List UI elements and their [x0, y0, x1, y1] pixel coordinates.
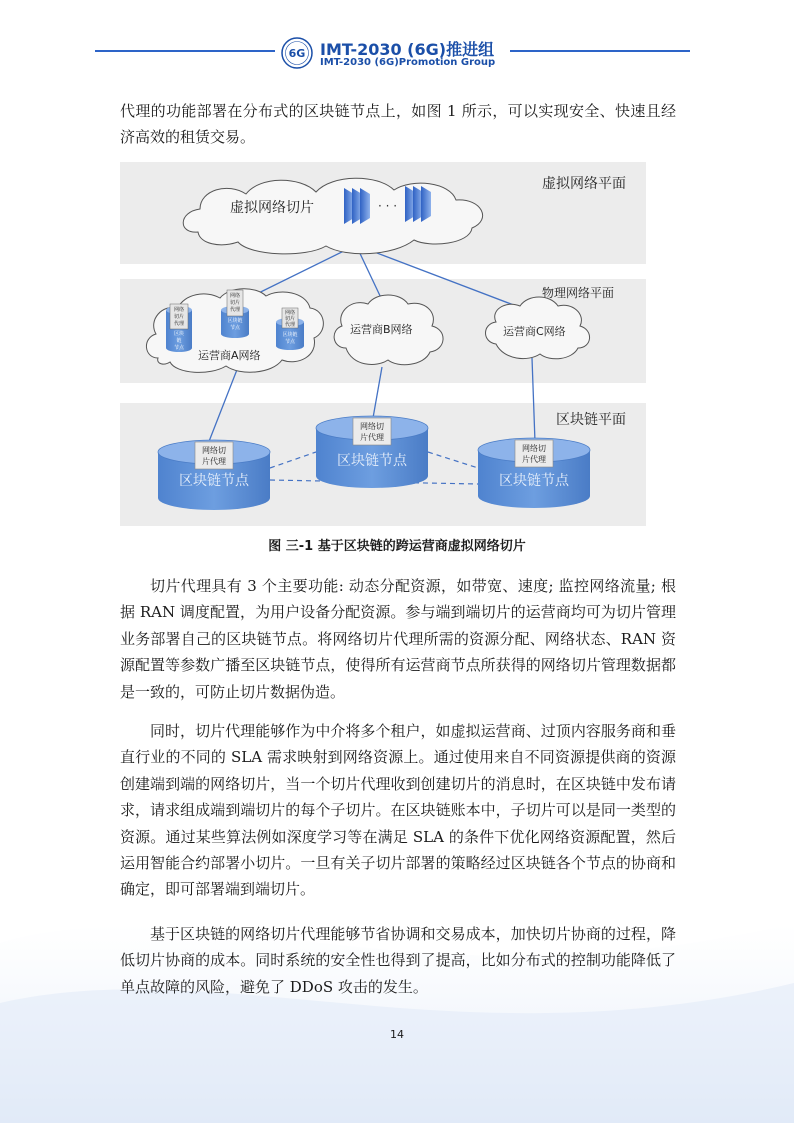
- blockchain-plane-title: 区块链平面: [556, 412, 626, 428]
- slice-stack-right: [405, 186, 431, 222]
- svg-text:切片: 切片: [229, 300, 241, 306]
- operator-b-label: 运营商B网络: [350, 323, 413, 336]
- svg-text:网络: 网络: [229, 293, 241, 299]
- svg-text:片代理: 片代理: [202, 457, 226, 466]
- svg-text:网络切: 网络切: [360, 422, 384, 431]
- blockchain-node-label-left: 区块链节点: [179, 473, 249, 489]
- svg-text:区块链: 区块链: [227, 318, 243, 324]
- virtual-network-cloud: [183, 178, 482, 254]
- blockchain-node-label-right: 区块链节点: [499, 473, 569, 489]
- svg-text:片代理: 片代理: [360, 433, 384, 442]
- virtual-plane-title: 虚拟网络平面: [542, 176, 626, 192]
- logo-text: 6G: [288, 47, 306, 60]
- svg-text:网络: 网络: [173, 307, 185, 313]
- svg-text:区块: 区块: [173, 331, 185, 337]
- svg-text:代理: 代理: [284, 322, 296, 328]
- header-title: IMT-2030 (6G)推进组: [320, 40, 495, 59]
- paragraph-benefits: 基于区块链的网络切片代理能够节省协调和交易成本，加快切片协商的过程，降低切片协商的成本。同时系统的安全性也得到了提高，比如分布式的控制功能降低了单点故障的风险，避免了 DDoS 攻击的发生。: [120, 925, 676, 996]
- slice-ellipsis: · · ·: [378, 199, 398, 213]
- paragraph-intro: 代理的功能部署在分布式的区块链节点上，如图 1 所示，可以实现安全、快速且经济高效的租赁交易。: [120, 102, 676, 147]
- operator-a-node-1: [166, 304, 192, 352]
- page-number: 14: [390, 1028, 404, 1041]
- virtual-slice-label: 虚拟网络切片: [230, 200, 314, 216]
- blockchain-node-right: [478, 438, 590, 508]
- svg-text:片代理: 片代理: [522, 455, 546, 464]
- blockchain-slicing-diagram: [120, 162, 646, 526]
- physical-plane-title: 物理网络平面: [542, 286, 615, 300]
- svg-text:切片: 切片: [173, 314, 185, 320]
- blockchain-node-label-middle: 区块链节点: [337, 453, 407, 469]
- svg-text:网络切: 网络切: [522, 444, 546, 453]
- operator-a-label: 运营商A网络: [198, 349, 261, 362]
- header-rule-right: [510, 50, 690, 52]
- operator-c-label: 运营商C网络: [503, 325, 566, 338]
- svg-text:节点: 节点: [173, 345, 185, 351]
- header-subtitle: IMT-2030 (6G)Promotion Group: [320, 57, 496, 68]
- svg-text:网络切: 网络切: [202, 446, 226, 455]
- svg-text:代理: 代理: [229, 307, 241, 313]
- slice-stack-left: [344, 188, 370, 224]
- svg-text:代理: 代理: [173, 321, 185, 327]
- figure-caption: 图 三-1 基于区块链的跨运营商虚拟网络切片: [268, 539, 526, 554]
- svg-text:网络: 网络: [284, 310, 296, 316]
- paragraph-agent-intermediary: 同时，切片代理能够作为中介将多个租户，如虚拟运营商、过顶内容服务商和垂直行业的不同的 SLA 需求映射到网络资源上。通过使用来自不同资源提供商的资源创建端到端的网络切片，当一个切片代理收到创建切片的消息时，在区块链中发布请求，请求组成端到端切片的每个子切片。在区块链账本中，子切片可以是同一类型的资源。通过某些算法例如深度学习等在满足 SLA 的条件下优化网络资源配置，然后运用智能合约部署小切片。一旦有关子切片部署的策略经过区块链各个节点的协商和确定，即可部署端到端切片。: [120, 722, 676, 899]
- svg-text:区块链: 区块链: [282, 332, 298, 338]
- blockchain-node-left: [158, 440, 270, 510]
- imt2030-logo-icon: [281, 37, 313, 69]
- blockchain-node-middle: [316, 416, 428, 488]
- header-rule-left: [95, 50, 275, 52]
- svg-text:节点: 节点: [229, 325, 241, 331]
- svg-text:节点: 节点: [284, 339, 296, 345]
- paragraph-agent-functions: 切片代理具有 3 个主要功能: 动态分配资源，如带宽、速度; 监控网络流量; 根据 RAN 调度配置，为用户设备分配资源。参与端到端切片的运营商均可为切片管理业务部署自己的区块链节点。将网络切片代理所需的资源分配、网络状态、RAN 资源配置等参数广播至区块链节点，使得所有运营商节点所获得的网络切片管理数据都是一致的，可防止切片数据伪造。: [120, 577, 676, 701]
- svg-text:链: 链: [176, 338, 182, 344]
- svg-text:切片: 切片: [284, 316, 296, 322]
